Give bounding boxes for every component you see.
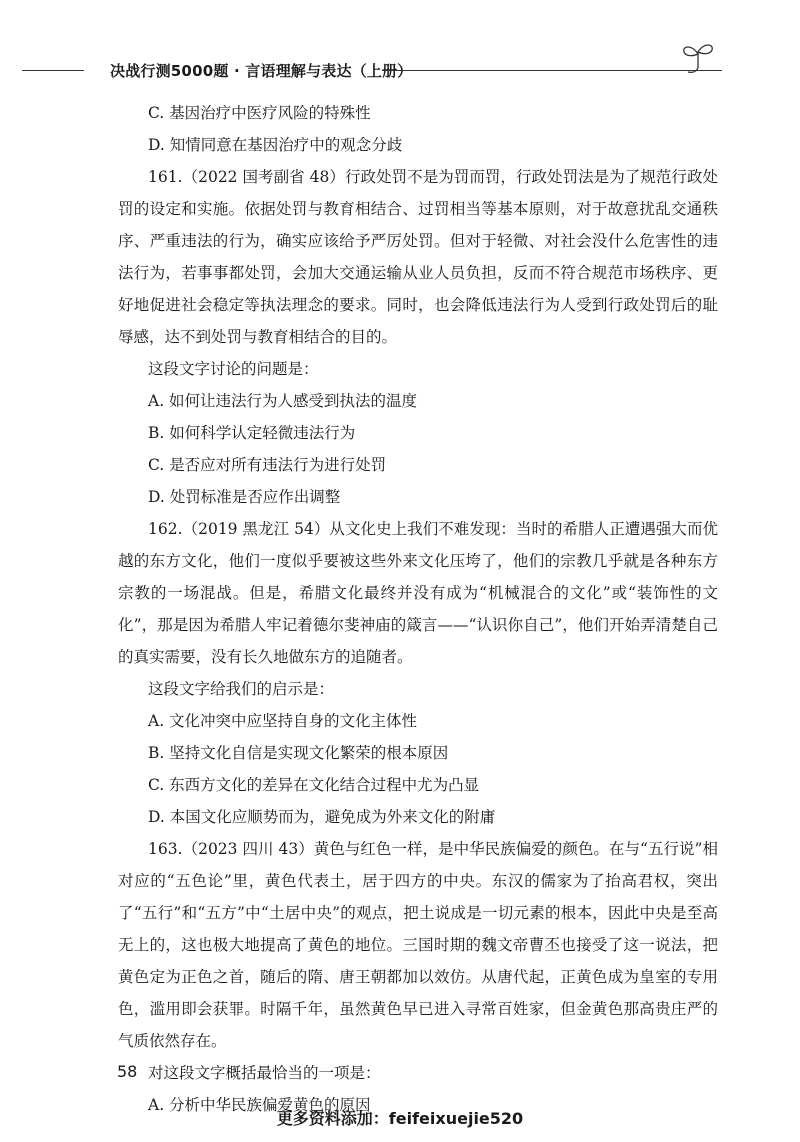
q162-option-a: A. 文化冲突中应坚持自身的文化主体性	[148, 712, 418, 730]
q163-option-a: A. 分析中华民族偏爱黄色的原因	[148, 1096, 371, 1114]
q162-option-c: C. 东西方文化的差异在文化结合过程中尤为凸显	[148, 776, 480, 794]
q161-option-d: D. 处罚标准是否应作出调整	[148, 488, 341, 506]
q162-option-b: B. 坚持文化自信是实现文化繁荣的根本原因	[148, 744, 449, 762]
q161-option-b: B. 如何科学认定轻微违法行为	[148, 424, 356, 442]
question-161-text: 161.（2022 国考副省 48）行政处罚不是为罚而罚，行政处罚法是为了规范行政处罚的设定和实施。依据处罚与教育相结合、过罚相当等基本原则，对于故意扰乱交通秩序、严重违法的行为，确实应该给予严厉处罚。但对于轻微、对社会没什么危害性的违法行为，若事事都处罚，会加大交通运输从业人员负担，反而不符合规范市场秩序、更好地促进社会稳定等执法理念的要求。同时，也会降低违法行为人受到行政处罚后的耻辱感，达不到处罚与教育相结合的目的。	[118, 168, 718, 346]
header-rule-right	[382, 70, 722, 71]
q162-option-d: D. 本国文化应顺势而为，避免成为外来文化的附庸	[148, 808, 496, 826]
question-162-prompt: 这段文字给我们的启示是：	[148, 680, 335, 698]
page-number: 58	[117, 1062, 138, 1081]
question-162-text: 162.（2019 黑龙江 54）从文化史上我们不难发现：当时的希腊人正遭遇强大而优越的东方文化，他们一度似乎要被这些外来文化压垮了，他们的宗教几乎就是各种东方宗教的一场混战。但是，希腊文化最终并没有成为“机械混合的文化”或“装饰性的文化”，那是因为希腊人牢记着德尔斐神庙的箴言——“认识你自己”，他们开始弄清楚自己的真实需要，没有长久地做东方的追随者。	[118, 520, 718, 666]
header-rule-left	[22, 70, 84, 71]
question-161-prompt: 这段文字讨论的问题是：	[148, 360, 319, 378]
page-content	[118, 97, 718, 1121]
question-163-text: 163.（2023 四川 43）黄色与红色一样，是中华民族偏爱的颜色。在与“五行说”相对应的“五色论”里，黄色代表土，居于四方的中央。东汉的儒家为了抬高君权，突出了“五行”和“五方”中“土居中央”的观点，把土说成是一切元素的根本，因此中央是至高无上的，这也极大地提高了黄色的地位。三国时期的魏文帝曹丕也接受了这一说法，把黄色定为正色之首，随后的隋、唐王朝都加以效仿。从唐代起，正黄色成为皇室的专用色，滥用即会获罪。时隔千年，虽然黄色早已进入寻常百姓家，但金黄色那高贵庄严的气质依然存在。	[118, 840, 718, 1050]
option-d-prev: D. 知情同意在基因治疗中的观念分歧	[148, 136, 403, 154]
footer-note: 更多资料添加：feifeixuejie520	[276, 1109, 524, 1128]
running-header	[22, 58, 722, 86]
option-c-prev: C. 基因治疗中医疗风险的特殊性	[148, 104, 371, 122]
question-163-prompt: 对这段文字概括最恰当的一项是：	[148, 1064, 381, 1082]
sprout-icon	[678, 38, 718, 78]
header-title: 决战行测5000题 · 言语理解与表达（上册）	[110, 62, 413, 80]
q161-option-c: C. 是否应对所有违法行为进行处罚	[148, 456, 387, 474]
q161-option-a: A. 如何让违法行为人感受到执法的温度	[148, 392, 418, 410]
